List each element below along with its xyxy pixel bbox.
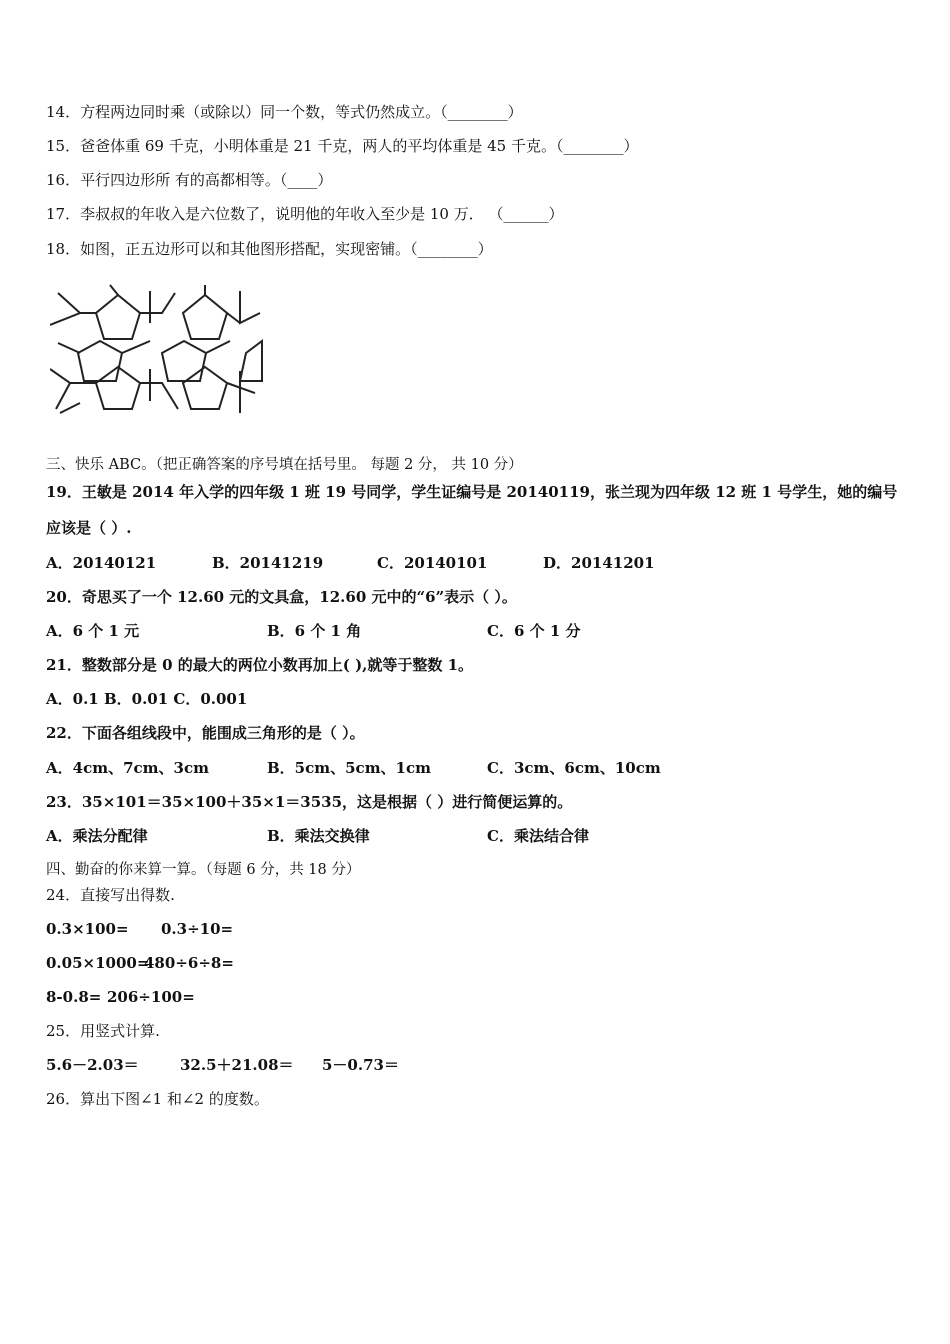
question-22: 22．下面各组线段中，能围成三角形的是（ ）。 [46,724,365,742]
section-3-title: 三、快乐 ABC。（把正确答案的序号填在括号里。 每题 2 分， 共 10 分） [46,457,523,473]
q24-item: 0.05×1000= [46,954,150,972]
q24-item: 0.3×100= [46,920,129,938]
question-15: 15．爸爸体重 69 千克，小明体重是 21 千克，两人的平均体重是 45 千克。（________） [46,137,639,155]
q20-option-a: A．6 个 1 元 [46,622,140,640]
question-25: 25．用竖式计算. [46,1022,160,1040]
question-21: 21．整数部分是 0 的最大的两位小数再加上( ),就等于整数 1。 [46,656,474,674]
q22-option-a: A．4cm、7cm、3cm [46,759,209,777]
q19-option-c: C．20140101 [377,554,488,572]
question-18: 18．如图，正五边形可以和其他图形搭配，实现密铺。（________） [46,240,493,258]
question-26: 26．算出下图∠1 和∠2 的度数。 [46,1090,269,1108]
q23-option-b: B．乘法交换律 [267,827,370,845]
section-4-title: 四、勤奋的你来算一算。（每题 6 分，共 18 分） [46,862,361,878]
question-16: 16．平行四边形所 有的高都相等。（____） [46,171,333,189]
q25-item: 5.6－2.03＝ [46,1056,139,1074]
q24-item: 8-0.8= [46,988,102,1006]
q25-item: 32.5＋21.08＝ [180,1056,294,1074]
question-24: 24．直接写出得数. [46,886,175,904]
question-23: 23．35×101＝35×100＋35×1＝3535，这是根据（ ）进行简便运算的。 [46,793,573,811]
q19-option-d: D．20141201 [543,554,655,572]
q22-option-c: C．3cm、6cm、10cm [487,759,661,777]
q24-item: 0.3÷10= [161,920,234,938]
question-20: 20．奇思买了一个 12.60 元的文具盒，12.60 元中的“6”表示（ ）。 [46,588,517,606]
q19-option-b: B．20141219 [212,554,324,572]
question-14: 14．方程两边同时乘（或除以）同一个数，等式仍然成立。（________） [46,103,523,121]
q20-option-c: C．6 个 1 分 [487,622,581,640]
q20-option-b: B．6 个 1 角 [267,622,362,640]
q19-option-a: A．20140121 [46,554,157,572]
q23-option-a: A．乘法分配律 [46,827,148,845]
q24-item: 206÷100= [107,988,195,1006]
question-19-line1: 19．王敏是 2014 年入学的四年级 1 班 19 号同学，学生证编号是 20140119，张兰现为四年级 12 班 1 号学生，她的编号 [46,483,898,501]
pentagon-tiling-figure [50,283,265,423]
q24-item: 480÷6÷8= [144,954,234,972]
q21-options: A．0.1 B．0.01 C．0.001 [46,690,248,708]
q23-option-c: C．乘法结合律 [487,827,589,845]
q25-item: 5－0.73＝ [322,1056,399,1074]
question-17: 17．李叔叔的年收入是六位数了，说明他的年收入至少是 10 万． （______） [46,205,564,223]
q22-option-b: B．5cm、5cm、1cm [267,759,432,777]
question-19-line2: 应该是（ ）. [46,519,132,537]
